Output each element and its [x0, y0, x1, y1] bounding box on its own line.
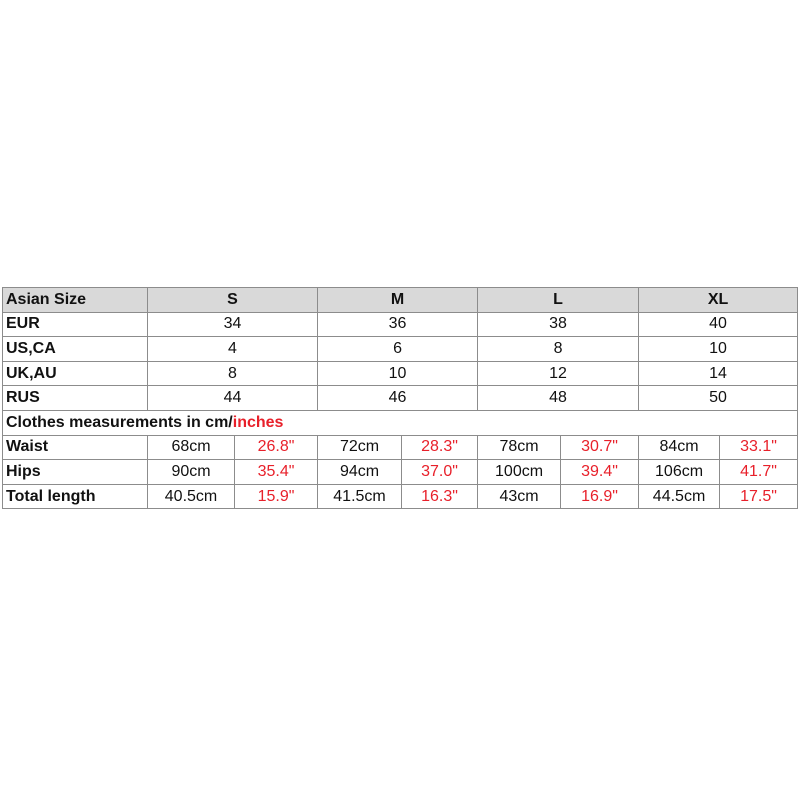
table-cell: 50 — [639, 386, 798, 411]
cm-cell: 94cm — [318, 460, 402, 485]
cm-cell: 78cm — [478, 435, 561, 460]
conversion-row-uk-au — [3, 361, 798, 386]
table-cell: 12 — [478, 361, 639, 386]
inch-cell: 30.7" — [561, 435, 639, 460]
table-cell: 10 — [639, 337, 798, 362]
cm-cell: 90cm — [148, 460, 235, 485]
cm-cell: 43cm — [478, 484, 561, 509]
table-cell: 46 — [318, 386, 478, 411]
cm-cell: 40.5cm — [148, 484, 235, 509]
table-cell: 36 — [318, 312, 478, 337]
section-title-prefix: Clothes measurements in cm/ — [6, 413, 233, 431]
table-cell: 44 — [148, 386, 318, 411]
table-cell: 48 — [478, 386, 639, 411]
row-label: US,CA — [3, 337, 148, 362]
measurement-row-hips — [3, 460, 798, 485]
cm-cell: 84cm — [639, 435, 720, 460]
table-cell: 8 — [478, 337, 639, 362]
row-label: EUR — [3, 312, 148, 337]
header-label: Asian Size — [3, 288, 148, 313]
section-title — [3, 410, 798, 435]
size-chart-table — [2, 287, 798, 509]
cm-cell: 44.5cm — [639, 484, 720, 509]
cm-cell: 41.5cm — [318, 484, 402, 509]
inch-cell: 39.4" — [561, 460, 639, 485]
inch-cell: 35.4" — [235, 460, 318, 485]
inch-cell: 37.0" — [402, 460, 478, 485]
measurement-row-waist — [3, 435, 798, 460]
table-cell: 14 — [639, 361, 798, 386]
measurement-row-total-length — [3, 484, 798, 509]
table-cell: 6 — [318, 337, 478, 362]
row-label: Total length — [3, 484, 148, 509]
cm-cell: 106cm — [639, 460, 720, 485]
conversion-row-rus — [3, 386, 798, 411]
table-cell: 10 — [318, 361, 478, 386]
section-title-row — [3, 410, 798, 435]
table-cell: 34 — [148, 312, 318, 337]
size-s-header: S — [148, 288, 318, 313]
row-label: RUS — [3, 386, 148, 411]
size-m-header: M — [318, 288, 478, 313]
cm-cell: 72cm — [318, 435, 402, 460]
table-cell: 40 — [639, 312, 798, 337]
conversion-row-us-ca — [3, 337, 798, 362]
header-row — [3, 288, 798, 313]
size-l-header: L — [478, 288, 639, 313]
inch-cell: 28.3" — [402, 435, 478, 460]
row-label: Waist — [3, 435, 148, 460]
cm-cell: 68cm — [148, 435, 235, 460]
inch-cell: 15.9" — [235, 484, 318, 509]
inch-cell: 26.8" — [235, 435, 318, 460]
table-cell: 38 — [478, 312, 639, 337]
inch-cell: 17.5" — [720, 484, 798, 509]
inch-cell: 41.7" — [720, 460, 798, 485]
cm-cell: 100cm — [478, 460, 561, 485]
inch-cell: 33.1" — [720, 435, 798, 460]
inch-cell: 16.9" — [561, 484, 639, 509]
size-xl-header: XL — [639, 288, 798, 313]
table-cell: 4 — [148, 337, 318, 362]
row-label: Hips — [3, 460, 148, 485]
section-title-highlight: inches — [232, 413, 284, 431]
conversion-row-eur — [3, 312, 798, 337]
row-label: UK,AU — [3, 361, 148, 386]
table-cell: 8 — [148, 361, 318, 386]
inch-cell: 16.3" — [402, 484, 478, 509]
